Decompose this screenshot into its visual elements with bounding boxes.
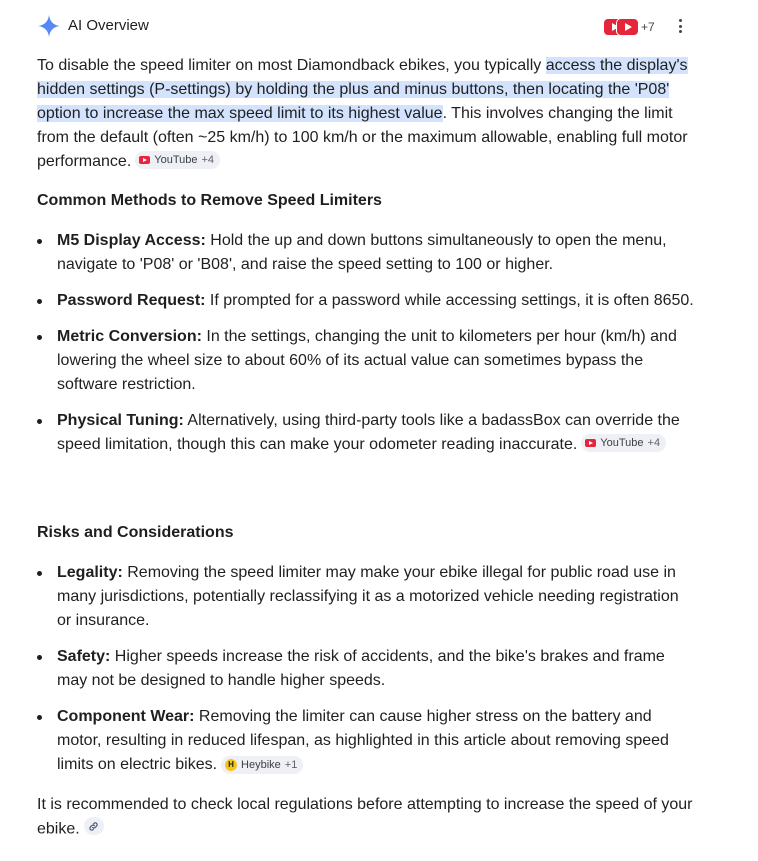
item-text: Higher speeds increase the risk of accidents, and the bike's brakes and frame may not be designed to handle higher speeds. <box>57 648 665 689</box>
item-text: In the settings, changing the unit to kilometers per hour (km/h) and lowering the wheel size to about 60% of its actual value can sometimes bypass the software restriction. <box>57 328 677 393</box>
heybike-icon: H <box>225 759 237 771</box>
methods-list <box>37 229 697 457</box>
chip-count: +4 <box>201 154 215 166</box>
chip-label: Heybike <box>241 759 281 771</box>
section-heading-risks: Risks and Considerations <box>37 524 234 541</box>
item-title: Password Request: <box>57 292 206 309</box>
link-glyph-icon <box>88 821 99 832</box>
item-text: If prompted for a password while accessing settings, it is often 8650. <box>205 292 694 309</box>
intro-text: To disable the speed limiter on most Diamondback ebikes, you typically <box>37 57 546 74</box>
item-title: Legality: <box>57 564 123 581</box>
list-item <box>37 325 697 397</box>
chip-label: YouTube <box>154 154 198 166</box>
item-title: M5 Display Access: <box>57 232 206 249</box>
item-title: Safety: <box>57 648 111 665</box>
list-item <box>37 645 697 693</box>
item-text: Removing the limiter can cause higher stress on the battery and motor, resulting in reduced lifespan, as highlighted in this article about removing speed limits on electric bikes. <box>57 708 669 773</box>
intro-paragraph <box>37 54 697 174</box>
sources-count[interactable]: +7 <box>641 20 655 34</box>
list-item <box>37 409 697 457</box>
intro-text-after: . This involves changing the limit from the default (often ~25 km/h) to 100 km/h or the maximum allowable, enabling full motor performance. <box>37 105 688 170</box>
youtube-source-chip[interactable] <box>581 434 666 452</box>
item-text: Alternatively, using third-party tools like a badassBox can override the speed limitation, though this can make your odometer reading inaccurate. <box>57 412 680 453</box>
closing-paragraph <box>37 793 697 842</box>
link-icon[interactable] <box>84 817 104 835</box>
chip-count: +4 <box>647 437 661 449</box>
chip-count: +1 <box>284 759 298 771</box>
closing-text: It is recommended to check local regulations before attempting to increase the speed of your ebike. <box>37 796 693 838</box>
item-text: Removing the speed limiter may make your ebike illegal for public road use in many jurisdictions, potentially reclassifying it as a motorized vehicle needing registration or insurance. <box>57 564 679 629</box>
gemini-sparkle-icon <box>37 14 61 38</box>
list-item <box>37 289 697 313</box>
youtube-source-icon <box>616 18 639 36</box>
section-heading-methods: Common Methods to Remove Speed Limiters <box>37 192 382 209</box>
youtube-icon <box>585 439 596 447</box>
more-options-icon[interactable] <box>677 19 683 35</box>
item-title: Metric Conversion: <box>57 328 202 345</box>
highlighted-answer: access the display's hidden settings (P-settings) by holding the plus and minus buttons, then locating the 'P08' option to increase the max speed limit to its highest value <box>37 57 688 122</box>
ai-overview-header <box>37 14 697 38</box>
source-thumbnails[interactable] <box>603 17 643 37</box>
item-title: Physical Tuning: <box>57 412 184 429</box>
ai-overview-title: AI Overview <box>68 17 149 34</box>
item-title: Component Wear: <box>57 708 195 725</box>
youtube-icon <box>139 156 150 164</box>
youtube-source-chip[interactable] <box>135 151 220 169</box>
risks-list <box>37 561 697 777</box>
list-item <box>37 561 697 633</box>
chip-label: YouTube <box>600 437 644 449</box>
list-item <box>37 229 697 277</box>
item-text: Hold the up and down buttons simultaneously to open the menu, navigate to 'P08' or 'B08', and raise the speed setting to 100 or higher. <box>57 232 667 273</box>
list-item <box>37 705 697 777</box>
heybike-source-chip[interactable] <box>221 756 303 774</box>
